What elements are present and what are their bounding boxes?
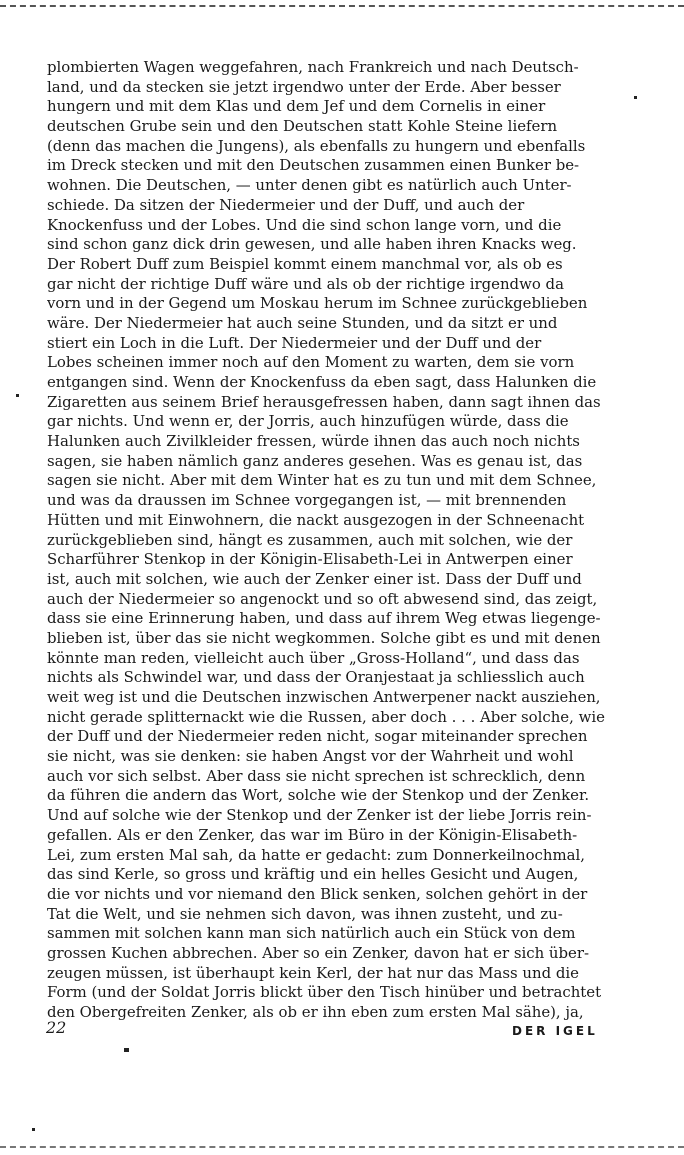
text-line: entgangen sind. Wenn der Knockenfuss da eben sagt, dass Halunken die [47, 373, 597, 391]
text-line: nicht gerade splitternackt wie die Russen, aber doch . . . Aber solche, wie [47, 707, 605, 726]
bottom-border-rule [0, 1146, 684, 1148]
running-head: DER IGEL [512, 1024, 598, 1038]
text-line: hungern und mit dem Klas und dem Jef und dem Cornelis in einer [47, 97, 546, 116]
text-line: (denn das machen die Jungens), als ebenfalls zu hungern und ebenfalls [47, 136, 586, 155]
text-line: ist, auch mit solchen, wie auch der Zenker einer ist. Dass der Duff und [47, 569, 582, 588]
text-line: vorn und in der Gegend um Moskau herum im Schnee zurückgeblieben [47, 294, 588, 313]
text-line: den Obergefreiten Zenker, als ob er ihn eben zum ersten Mal sähe), ja, [47, 1003, 584, 1021]
scan-speck [634, 96, 637, 99]
text-line: die vor nichts und vor niemand den Blick senken, solchen gehört in der [47, 884, 588, 903]
scan-speck [32, 1128, 35, 1131]
text-line: zurückgeblieben sind, hängt es zusammen, auch mit solchen, wie der [47, 530, 573, 549]
text-line: sie nicht, was sie denken: sie haben Angst vor der Wahrheit und wohl [47, 747, 574, 766]
text-line: Tat die Welt, und sie nehmen sich davon, was ihnen zusteht, und zu- [47, 904, 563, 923]
text-line: stiert ein Loch in die Luft. Der Niedermeier und der Duff und der [47, 333, 542, 352]
text-line: blieben ist, über das sie nicht wegkommen. Solche gibt es und mit denen [47, 628, 601, 647]
text-line: und was da draussen im Schnee vorgegangen ist, — mit brennenden [47, 491, 567, 510]
text-line: könnte man reden, vielleicht auch über „Gross-Holland“, und dass das [47, 648, 580, 667]
text-line: das sind Kerle, so gross und kräftig und ein helles Gesicht und Augen, [47, 865, 579, 884]
text-line: nichts als Schwindel war, und dass der Oranjestaat ja schliesslich auch [47, 668, 585, 687]
text-line: der Duff und der Niedermeier reden nicht, sogar miteinander sprechen [47, 727, 588, 746]
text-line: grossen Kuchen abbrechen. Aber so ein Zenker, davon hat er sich über- [47, 943, 589, 962]
text-line: sagen, sie haben nämlich ganz anderes gesehen. Was es genau ist, das [47, 451, 583, 470]
top-border-rule [0, 5, 684, 7]
text-line: land, und da stecken sie jetzt irgendwo unter der Erde. Aber besser [47, 77, 561, 96]
text-line: Knockenfuss und der Lobes. Und die sind schon lange vorn, und die [47, 215, 562, 234]
text-line: Hütten und mit Einwohnern, die nackt ausgezogen in der Schneenacht [47, 510, 585, 529]
text-line: sammen mit solchen kann man sich natürlich auch ein Stück von dem [47, 924, 576, 943]
text-line: gefallen. Als er den Zenker, das war im Büro in der Königin-Elisabeth- [47, 825, 578, 844]
text-line: Lei, zum ersten Mal sah, da hatte er gedacht: zum Donnerkeilnochmal, [47, 845, 585, 864]
text-line: Form (und der Soldat Jorris blickt über den Tisch hinüber und betrachtet [47, 983, 602, 1002]
text-line: im Dreck stecken und mit den Deutschen zusammen einen Bunker be- [47, 156, 580, 175]
text-line: Zigaretten aus seinem Brief herausgefressen haben, dann sagt ihnen das [47, 392, 601, 411]
scan-speck [124, 1048, 129, 1052]
text-line: plombierten Wagen weggefahren, nach Frankreich und nach Deutsch- [47, 58, 579, 76]
text-line: Der Robert Duff zum Beispiel kommt einem manchmal vor, als ob es [47, 254, 563, 273]
text-line: sind schon ganz dick drin gewesen, und alle haben ihren Knacks weg. [47, 235, 577, 254]
text-line: gar nichts. Und wenn er, der Jorris, auch hinzufügen würde, dass die [47, 412, 569, 431]
text-line: wohnen. Die Deutschen, — unter denen gibt es natürlich auch Unter- [47, 176, 572, 195]
text-line: schiede. Da sitzen der Niedermeier und der Duff, und auch der [47, 195, 525, 214]
text-line: wäre. Der Niedermeier hat auch seine Stunden, und da sitzt er und [47, 313, 558, 332]
text-line: Lobes scheinen immer noch auf den Moment zu warten, dem sie vorn [47, 353, 575, 372]
body-text [47, 58, 605, 1023]
text-line: weit weg ist und die Deutschen inzwischen Antwerpener nackt ausziehen, [47, 689, 601, 706]
page-number: 22 [46, 1018, 67, 1037]
text-line: gar nicht der richtige Duff wäre und als ob der richtige irgendwo da [47, 274, 564, 293]
text-line: dass sie eine Erinnerung haben, und dass auf ihrem Weg etwas liegenge- [47, 609, 601, 628]
text-line: Halunken auch Zivilkleider fressen, würde ihnen das auch noch nichts [47, 432, 580, 451]
text-line: da führen die andern das Wort, solche wie der Stenkop und der Zenker. [47, 786, 590, 805]
text-line: deutschen Grube sein und den Deutschen statt Kohle Steine liefern [47, 117, 558, 136]
text-line: Scharführer Stenkop in der Königin-Elisabeth-Lei in Antwerpen einer [47, 550, 573, 569]
scan-speck [16, 394, 19, 397]
text-line: auch vor sich selbst. Aber dass sie nicht sprechen ist schrecklich, denn [47, 766, 586, 785]
text-line: Und auf solche wie der Stenkop und der Zenker ist der liebe Jorris rein- [47, 806, 592, 825]
text-line: auch der Niedermeier so angenockt und so oft abwesend sind, das zeigt, [47, 589, 598, 608]
text-line: zeugen müssen, ist überhaupt kein Kerl, der hat nur das Mass und die [47, 963, 579, 982]
text-line: sagen sie nicht. Aber mit dem Winter hat es zu tun und mit dem Schnee, [47, 471, 597, 490]
